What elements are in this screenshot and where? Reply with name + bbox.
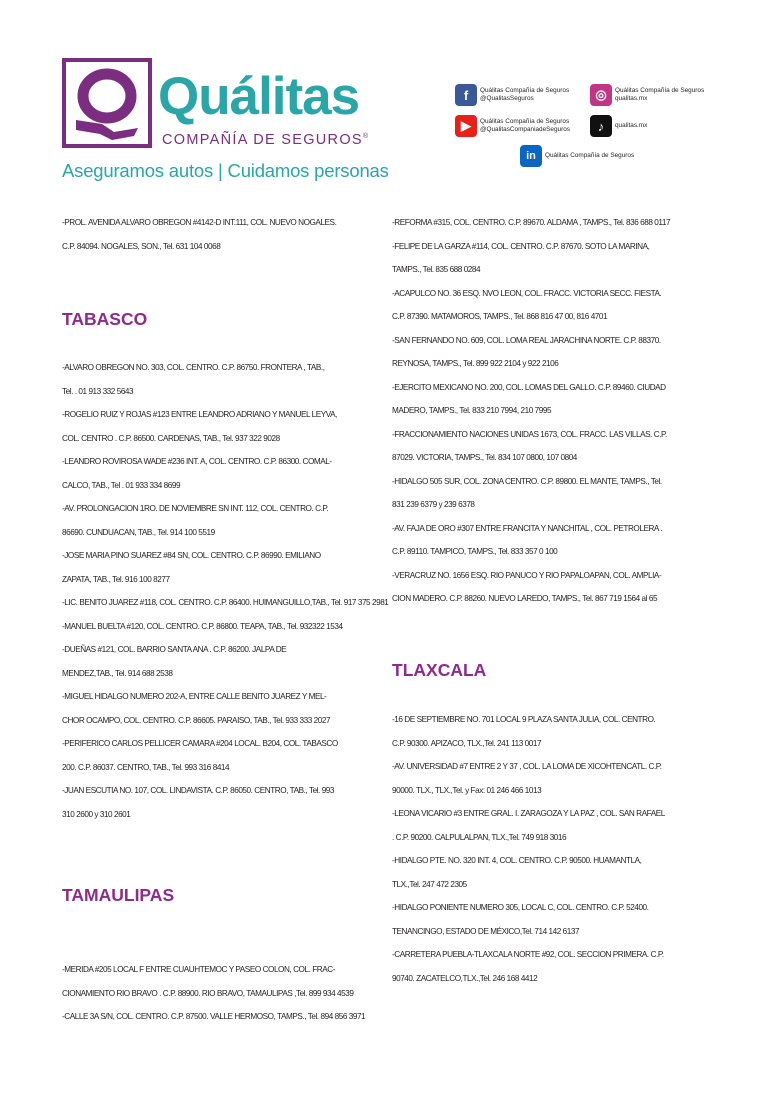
address-line: -MIGUEL HIDALGO NUMERO 202-A, ENTRE CALLE BENITO JUAREZ Y MEL- (62, 692, 327, 701)
tlaxcala-address-list (392, 708, 712, 990)
address-line: -PERIFERICO CARLOS PELLICER CAMARA #204 LOCAL. B204, COL. TABASCO (62, 739, 338, 748)
address-line: CHOR OCAMPO, COL. CENTRO. C.P. 86605. PARAISO, TAB., Tel. 933 333 2027 (62, 715, 331, 725)
address-line: -DUEÑAS #121, COL. BARRIO SANTA ANA . C.P. 86200. JALPA DE (62, 645, 287, 654)
address-line: -MANUEL BUELTA #120, COL. CENTRO. C.P. 86800. TEAPA, TAB., Tel. 932322 1534 (62, 621, 343, 631)
state-heading-tamaulipas: TAMAULIPAS (62, 885, 175, 905)
youtube-icon[interactable]: ▶ (455, 115, 477, 137)
address-line: C.P. 89110. TAMPICO, TAMPS., Tel. 833 357 0 100 (392, 547, 558, 556)
address-line: C.P. 87390. MATAMOROS, TAMPS., Tel. 868 816 47 00, 816 4701 (392, 312, 608, 321)
address-line: -HIDALGO PONIENTE NUMERO 305, LOCAL C, COL. CENTRO. C.P. 52400. (392, 903, 649, 912)
address-line: C.P. 84094. NOGALES, SON., Tel. 631 104 0068 (62, 241, 221, 251)
address-line: ZAPATA, TAB., Tel. 916 100 8277 (62, 574, 170, 584)
intro-block (62, 211, 382, 258)
address-line: -JUAN ESCUTIA NO. 107, COL. LINDAVISTA. C.P. 86050. CENTRO, TAB., Tel. 993 (62, 786, 335, 795)
address-line: 200. C.P. 86037. CENTRO, TAB., Tel. 993 316 8414 (62, 762, 230, 772)
social-label-line: Quálitas Compañía de Seguros (545, 152, 635, 159)
brand-name: Quálitas (158, 67, 360, 126)
address-line: 831 239 6379 y 239 6378 (392, 500, 475, 509)
address-line: TENANCINGO, ESTADO DE MÉXICO,Tel. 714 142 6137 (392, 926, 580, 936)
address-line: -ACAPULCO NO. 36 ESQ. NVO LEON, COL. FRACC. VICTORIA SECC. FIESTA. (392, 288, 662, 298)
address-line: -FRACCIONAMIENTO NACIONES UNIDAS 1673, COL. FRACC. LAS VILLAS. C.P. (392, 429, 667, 439)
address-line: -JOSE MARIA PINO SUAREZ #84 SN, COL. CENTRO. C.P. 86990. EMILIANO (62, 551, 321, 560)
address-line: -CARRETERA PUEBLA-TLAXCALA NORTE #92, COL. SECCION PRIMERA. C.P. (392, 950, 664, 959)
social-label[interactable] (480, 118, 570, 134)
address-line: -EJERCITO MEXICANO NO. 200, COL. LOMAS DEL GALLO. C.P. 89460. CIUDAD (392, 382, 666, 392)
address-line: -AV. UNIVERSIDAD #7 ENTRE 2 Y 37 , COL. LA LOMA DE XICOHTENCATL. C.P. (392, 762, 662, 771)
address-line: CIONAMIENTO RIO BRAVO . C.P. 88900. RIO BRAVO, TAMAULIPAS ,Tel. 899 934 4539 (62, 988, 354, 998)
address-line: -ROGELIO RUIZ Y ROJAS #123 ENTRE LEANDRO ADRIANO Y MANUEL LEYVA, (62, 410, 337, 419)
address-line: Tel. . 01 913 332 5643 (62, 386, 134, 396)
address-line: -REFORMA #315, COL. CENTRO. C.P. 89670. ALDAMA , TAMPS., Tel. 836 688 0117 (392, 218, 671, 227)
address-line: -HIDALGO PTE. NO. 320 INT. 4, COL. CENTRO. C.P. 90500. HUAMANTLA, (392, 856, 642, 865)
address-line: -PROL. AVENIDA ALVARO OBREGON #4142-D INT.111, COL. NUEVO NOGALES. (62, 218, 337, 227)
facebook-icon[interactable]: f (455, 84, 477, 106)
address-line: -VERACRUZ NO. 1656 ESQ. RIO PANUCO Y RIO PAPALOAPAN, COL. AMPLIA- (392, 570, 662, 580)
address-line: MADERO, TAMPS., Tel. 833 210 7994, 210 7995 (392, 406, 552, 415)
social-label-line: qualitas.mx (615, 122, 648, 129)
address-line: -HIDALGO 505 SUR, COL. ZONA CENTRO. C.P. 89800. EL MANTE, TAMPS., Tel. (392, 476, 662, 486)
social-label[interactable] (615, 87, 704, 103)
address-line: . C.P. 90200. CALPULALPAN, TLX.,Tel. 749 918 3016 (392, 832, 567, 842)
address-line: -LIC. BENITO JUAREZ #118, COL. CENTRO. C.P. 86400. HUIMANGUILLO,TAB., Tel. 917 375 2981 (62, 598, 389, 607)
address-line: REYNOSA, TAMPS., Tel. 899 922 2104 y 922 2106 (392, 359, 559, 368)
social-label-line: Quálitas Compañía de Seguros (480, 118, 570, 125)
linkedin-icon[interactable]: in (520, 145, 542, 167)
address-line: COL. CENTRO . C.P. 86500. CARDENAS, TAB., Tel. 937 322 9028 (62, 433, 280, 443)
address-line: -LEANDRO ROVIROSA WADE #236 INT. A, COL. CENTRO. C.P. 86300. COMAL- (62, 457, 332, 466)
address-line: -ALVARO OBREGON NO. 303, COL. CENTRO. C.P. 86750. FRONTERA , TAB., (62, 363, 325, 372)
instagram-icon[interactable]: ◎ (590, 84, 612, 106)
address-line: -SAN FERNANDO NO. 609, COL. LOMA REAL JARACHINA NORTE. C.P. 88370. (392, 335, 661, 345)
qualitas-q-emblem (62, 58, 152, 148)
address-line: 86690. CUNDUACAN, TAB., Tel. 914 100 5519 (62, 527, 215, 537)
slogan: Aseguramos autos | Cuidamos personas (62, 160, 389, 181)
tamaulipas-continued-list (392, 211, 712, 611)
address-line: -FELIPE DE LA GARZA #114, COL. CENTRO. C.P. 87670. SOTO LA MARINA, (392, 241, 650, 251)
brand-subtitle (162, 132, 369, 148)
social-label[interactable] (480, 87, 569, 103)
address-line: 310 2600 y 310 2601 (62, 809, 131, 819)
left-column (62, 211, 382, 258)
tamaulipas-address-list (62, 958, 382, 1029)
social-label-line: Quálitas Compañía de Seguros (615, 87, 705, 94)
address-line: C.P. 90300. APIZACO, TLX.,Tel. 241 113 0017 (392, 738, 542, 748)
social-label-line: @QualitasCompaniadeSeguros (480, 126, 570, 133)
tabasco-address-list (62, 356, 389, 826)
address-line: CALCO, TAB., Tel . 01 933 334 8699 (62, 480, 181, 490)
social-label[interactable] (545, 152, 634, 160)
address-line: -AV. PROLONGACION 1RO. DE NOVIEMBRE SN INT. 112, COL. CENTRO. C.P. (62, 504, 329, 513)
state-heading-tlaxcala: TLAXCALA (392, 660, 487, 680)
address-line: 90000. TLX., TLX.,Tel. y Fax: 01 246 466 1013 (392, 785, 542, 795)
address-line: 90740. ZACATELCO,TLX.,Tel. 246 168 4412 (392, 973, 538, 983)
social-label-line: qualitas.mx (615, 95, 648, 102)
address-line: 87029. VICTORIA, TAMPS., Tel. 834 107 0800, 107 0804 (392, 453, 577, 462)
tiktok-icon[interactable]: ♪ (590, 115, 612, 137)
address-line: -LEONA VICARIO #3 ENTRE GRAL. I. ZARAGOZA Y LA PAZ , COL. SAN RAFAEL (392, 809, 665, 818)
address-line: -AV. FAJA DE ORO #307 ENTRE FRANCITA Y NANCHITAL , COL. PETROLERA . (392, 523, 663, 533)
address-line: TAMPS., Tel. 835 688 0284 (392, 265, 481, 274)
address-line: -CALLE 3A S/N, COL. CENTRO. C.P. 87500. VALLE HERMOSO, TAMPS., Tel. 894 856 3971 (62, 1012, 366, 1021)
social-label-line: @QualitasSeguros (480, 95, 534, 102)
registered-mark: ® (362, 133, 370, 141)
brand-subtitle-text: COMPAÑÍA DE SEGUROS (162, 132, 363, 148)
address-line: MENDEZ,TAB., Tel. 914 688 2538 (62, 668, 173, 678)
social-label[interactable] (615, 122, 647, 130)
address-line: CION MADERO. C.P. 88260. NUEVO LAREDO, TAMPS., Tel. 867 719 1564 al 65 (392, 594, 658, 603)
state-heading-tabasco: TABASCO (62, 309, 148, 329)
social-label-line: Quálitas Compañía de Seguros (480, 87, 570, 94)
address-line: -16 DE SEPTIEMBRE NO. 701 LOCAL 9 PLAZA SANTA JULIA, COL. CENTRO. (392, 715, 656, 724)
address-line: TLX.,Tel. 247 472 2305 (392, 879, 467, 889)
address-line: -MERIDA #205 LOCAL F ENTRE CUAUHTEMOC Y PASEO COLON, COL. FRAC- (62, 965, 335, 974)
